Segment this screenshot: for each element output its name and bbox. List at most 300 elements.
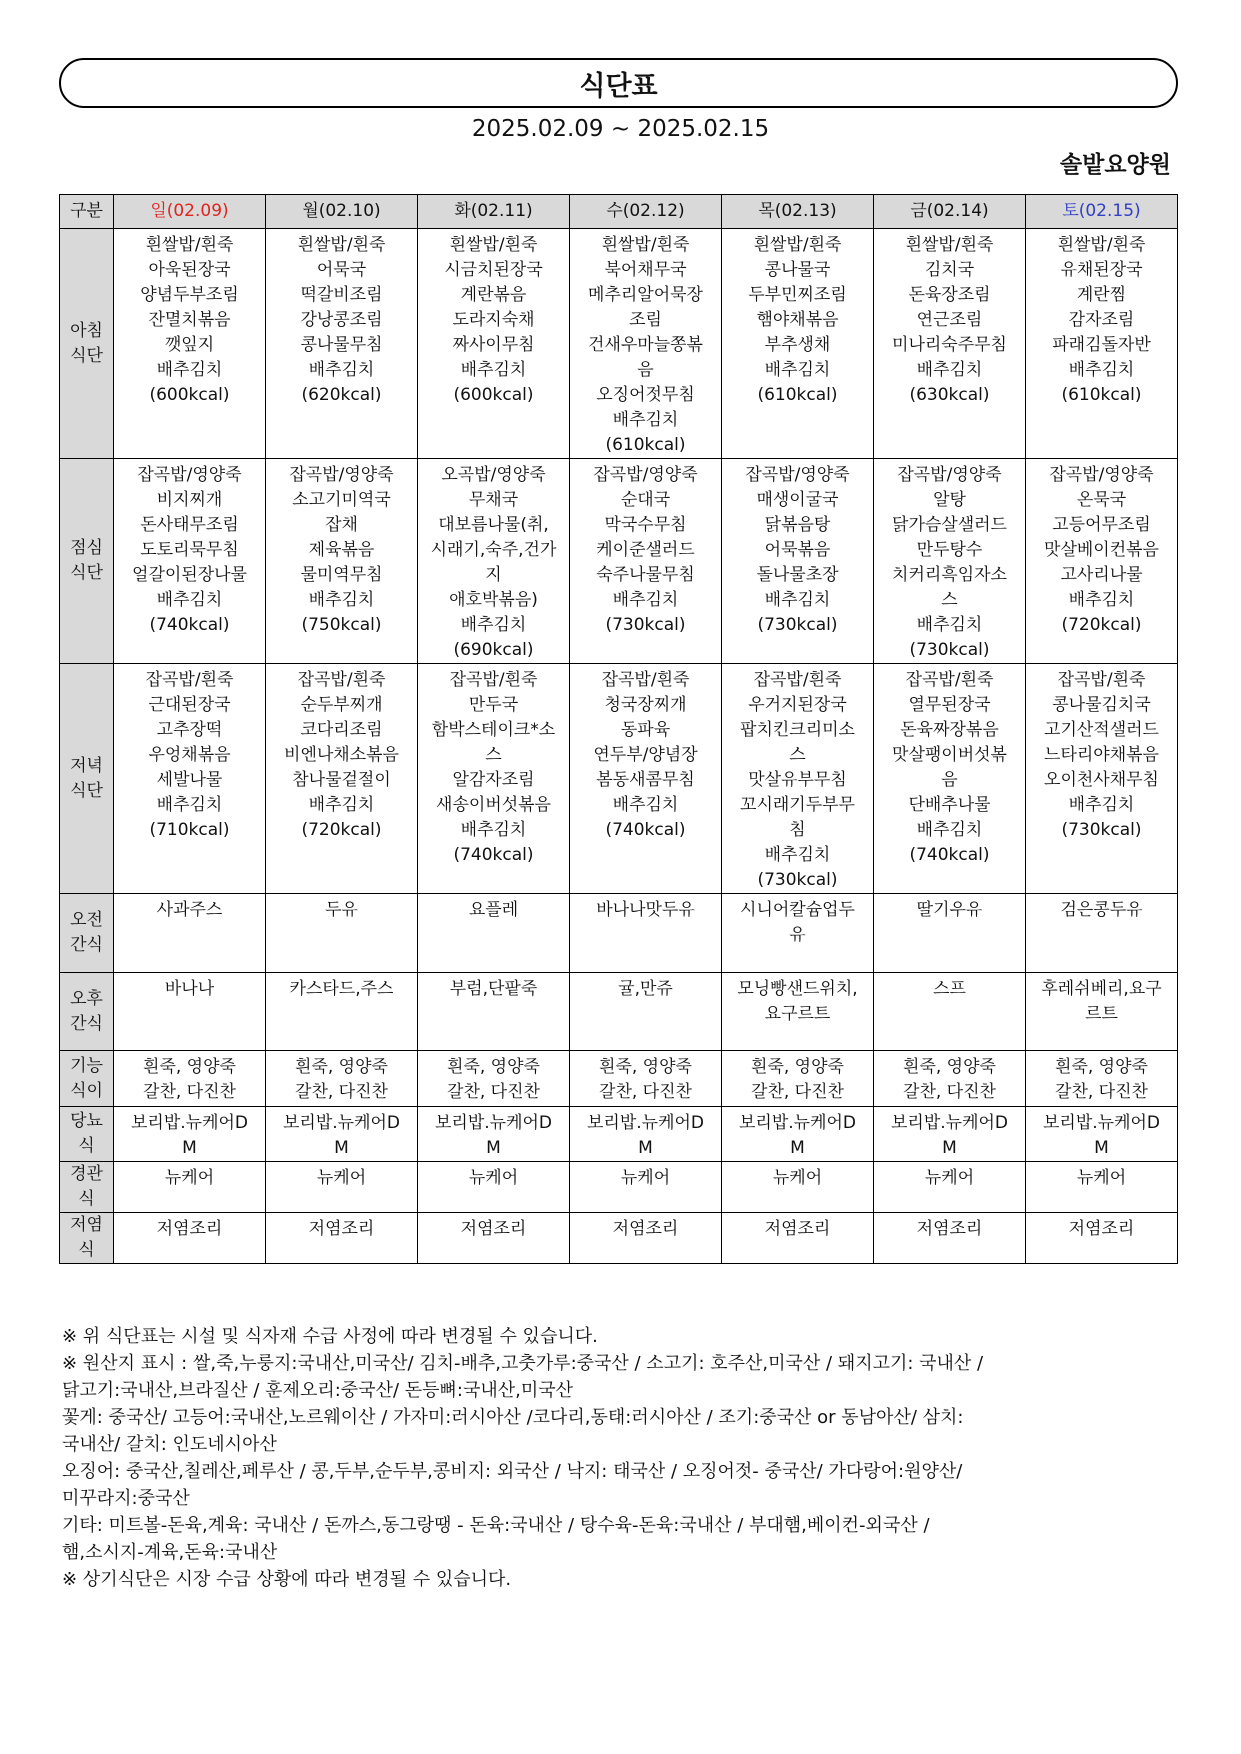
menu-item: 숙주나물무침 bbox=[596, 565, 695, 585]
menu-item: (730kcal) bbox=[605, 615, 686, 635]
day-header-fri: 금(02.14) bbox=[874, 195, 1026, 229]
menu-item: 딸기우유 bbox=[916, 900, 983, 920]
menu-cell bbox=[418, 1051, 570, 1107]
menu-item: 배추김치 bbox=[460, 360, 527, 380]
row-label bbox=[60, 894, 114, 973]
menu-item: 두부민찌조림 bbox=[748, 285, 847, 305]
menu-item: 갈찬, 다진찬 bbox=[143, 1082, 236, 1102]
menu-item: 얼갈이된장나물 bbox=[132, 565, 247, 585]
menu-item: (740kcal) bbox=[149, 615, 230, 635]
menu-item: 스 bbox=[789, 745, 806, 765]
menu-cell bbox=[874, 973, 1026, 1051]
menu-row-lunch bbox=[60, 459, 1178, 664]
menu-item: 보리밥.뉴케어D bbox=[282, 1113, 401, 1133]
menu-cell bbox=[874, 1162, 1026, 1213]
menu-item: 저염조리 bbox=[1068, 1219, 1135, 1239]
menu-item: 보리밥.뉴케어D bbox=[1042, 1113, 1161, 1133]
menu-cell bbox=[266, 894, 418, 973]
menu-item: 온묵국 bbox=[1076, 490, 1127, 510]
menu-item: 맛살팽이버섯볶 bbox=[892, 745, 1007, 765]
menu-item: M bbox=[182, 1138, 197, 1158]
menu-cell bbox=[266, 459, 418, 664]
menu-item: 흰쌀밥/흰죽 bbox=[905, 235, 994, 255]
menu-cell bbox=[874, 229, 1026, 459]
menu-cell bbox=[266, 973, 418, 1051]
menu-item: 어묵볶음 bbox=[764, 540, 831, 560]
menu-cell bbox=[570, 229, 722, 459]
menu-item: 떡갈비조림 bbox=[300, 285, 383, 305]
menu-item: 갈찬, 다진찬 bbox=[903, 1082, 996, 1102]
menu-cell bbox=[722, 1162, 874, 1213]
page-title: 식단표 bbox=[59, 58, 1178, 108]
menu-item: 연근조림 bbox=[916, 310, 983, 330]
menu-item: (610kcal) bbox=[605, 435, 686, 455]
menu-item: 잡곡밥/흰죽 bbox=[601, 670, 690, 690]
menu-item: 돈사태무조림 bbox=[140, 515, 239, 535]
menu-item: 케이준샐러드 bbox=[596, 540, 695, 560]
menu-item: 잡곡밥/흰죽 bbox=[297, 670, 386, 690]
day-header-sun: 일(02.09) bbox=[114, 195, 266, 229]
menu-cell bbox=[266, 1051, 418, 1107]
menu-cell bbox=[266, 1107, 418, 1162]
menu-item: 배추김치 bbox=[764, 590, 831, 610]
menu-cell bbox=[1026, 973, 1178, 1051]
menu-cell bbox=[114, 664, 266, 894]
row-label-line: 아침 bbox=[70, 320, 103, 341]
menu-item: 무채국 bbox=[468, 490, 519, 510]
menu-item: 도라지숙채 bbox=[452, 310, 535, 330]
menu-item: 김치국 bbox=[924, 260, 975, 280]
menu-cell bbox=[266, 1213, 418, 1264]
menu-item: 비엔나채소볶음 bbox=[284, 745, 399, 765]
menu-cell bbox=[570, 1213, 722, 1264]
menu-item: 연두부/양념장 bbox=[593, 745, 698, 765]
menu-item: 잡곡밥/흰죽 bbox=[449, 670, 538, 690]
menu-item: 감자조림 bbox=[1068, 310, 1135, 330]
note-line: ※ 원산지 표시 : 쌀,죽,누룽지:국내산,미국산/ 김치-배추,고춧가루:중국산 / 소고기: 호주산,미국산 / 돼지고기: 국내산 / bbox=[62, 1353, 984, 1374]
menu-item: 르트 bbox=[1085, 1004, 1118, 1024]
menu-item: 흰죽, 영양죽 bbox=[1055, 1057, 1148, 1077]
notes bbox=[62, 1323, 1187, 1593]
header-label: 구분 bbox=[60, 195, 114, 229]
menu-item: 갈찬, 다진찬 bbox=[599, 1082, 692, 1102]
menu-item: 부추생채 bbox=[764, 335, 831, 355]
menu-row-dinner bbox=[60, 664, 1178, 894]
menu-item: 배추김치 bbox=[612, 410, 679, 430]
day-header-mon: 월(02.10) bbox=[266, 195, 418, 229]
menu-cell bbox=[874, 1107, 1026, 1162]
menu-item: 만두탕수 bbox=[916, 540, 983, 560]
menu-item: 맛살베이컨볶음 bbox=[1044, 540, 1159, 560]
menu-item: 보리밥.뉴케어D bbox=[586, 1113, 705, 1133]
menu-cell bbox=[570, 459, 722, 664]
menu-item: 후레쉬베리,요구 bbox=[1041, 979, 1162, 999]
menu-cell bbox=[1026, 664, 1178, 894]
row-label-line: 당뇨 bbox=[70, 1111, 103, 1131]
menu-cell bbox=[1026, 459, 1178, 664]
menu-item: 배추김치 bbox=[612, 590, 679, 610]
menu-item: 단배추나물 bbox=[908, 795, 991, 815]
menu-item: 매생이굴국 bbox=[756, 490, 839, 510]
menu-item: 돈육장조림 bbox=[908, 285, 991, 305]
menu-cell bbox=[266, 229, 418, 459]
row-label-line: 식 bbox=[78, 1189, 95, 1209]
menu-item: 지 bbox=[485, 565, 502, 585]
menu-item: 동파육 bbox=[620, 720, 671, 740]
menu-item: 배추김치 bbox=[308, 590, 375, 610]
menu-item: (730kcal) bbox=[757, 615, 838, 635]
menu-item: 잡곡밥/영양죽 bbox=[137, 465, 242, 485]
note-line: 국내산/ 갈치: 인도네시아산 bbox=[62, 1434, 277, 1455]
menu-item: 배추김치 bbox=[460, 615, 527, 635]
menu-item: 스프 bbox=[933, 979, 966, 999]
menu-item: 잡곡밥/영양죽 bbox=[593, 465, 698, 485]
menu-item: 흰쌀밥/흰죽 bbox=[1057, 235, 1146, 255]
menu-item: 갈찬, 다진찬 bbox=[1055, 1082, 1148, 1102]
menu-item: 보리밥.뉴케어D bbox=[738, 1113, 857, 1133]
menu-cell bbox=[418, 229, 570, 459]
row-label-line: 점심 bbox=[70, 538, 103, 558]
menu-item: (730kcal) bbox=[757, 870, 838, 890]
menu-item: 꼬시래기두부무 bbox=[740, 795, 855, 815]
menu-item: 새송이버섯볶음 bbox=[436, 795, 551, 815]
row-label-line: 식단 bbox=[70, 345, 103, 366]
menu-item: 보리밥.뉴케어D bbox=[434, 1113, 553, 1133]
menu-item: 북어채무국 bbox=[604, 260, 687, 280]
menu-item: 대보름나물(취, bbox=[438, 515, 549, 535]
menu-item: 고등어무조림 bbox=[1052, 515, 1151, 535]
menu-item: (600kcal) bbox=[453, 385, 534, 405]
menu-item: 물미역무침 bbox=[300, 565, 383, 585]
menu-item: 제육볶음 bbox=[308, 540, 375, 560]
menu-cell bbox=[418, 664, 570, 894]
menu-item: 순두부찌개 bbox=[300, 695, 383, 715]
row-label bbox=[60, 664, 114, 894]
menu-item: 부럼,단팥죽 bbox=[449, 979, 538, 999]
menu-item: 보리밥.뉴케어D bbox=[130, 1113, 249, 1133]
menu-row-low-salt-diet bbox=[60, 1213, 1178, 1264]
menu-item: 코다리조림 bbox=[300, 720, 383, 740]
menu-item: 저염조리 bbox=[308, 1219, 375, 1239]
menu-item: 뉴케어 bbox=[468, 1168, 519, 1188]
menu-cell bbox=[874, 459, 1026, 664]
menu-cell bbox=[722, 229, 874, 459]
menu-cell bbox=[874, 664, 1026, 894]
menu-item: 도토리묵무침 bbox=[140, 540, 239, 560]
menu-item: 흰죽, 영양죽 bbox=[599, 1057, 692, 1077]
menu-item: 콩나물무침 bbox=[300, 335, 383, 355]
menu-item: 순대국 bbox=[620, 490, 671, 510]
menu-cell bbox=[114, 1107, 266, 1162]
menu-item: M bbox=[942, 1138, 957, 1158]
menu-item: 뉴케어 bbox=[924, 1168, 975, 1188]
menu-item: (630kcal) bbox=[909, 385, 990, 405]
menu-cell bbox=[722, 664, 874, 894]
menu-item: 사과주스 bbox=[156, 900, 223, 920]
menu-cell bbox=[1026, 1051, 1178, 1107]
menu-item: 고기산적샐러드 bbox=[1044, 720, 1159, 740]
menu-item: 봄동새콤무침 bbox=[596, 770, 695, 790]
menu-item: 바나나 bbox=[164, 979, 215, 999]
menu-item: 갈찬, 다진찬 bbox=[447, 1082, 540, 1102]
row-label bbox=[60, 1107, 114, 1162]
menu-item: (740kcal) bbox=[605, 820, 686, 840]
menu-item: 요구르트 bbox=[764, 1004, 831, 1024]
menu-item: 뉴케어 bbox=[772, 1168, 823, 1188]
menu-cell bbox=[114, 1051, 266, 1107]
row-label-line: 오전 bbox=[70, 910, 103, 930]
menu-item: 흰죽, 영양죽 bbox=[903, 1057, 996, 1077]
menu-item: 열무된장국 bbox=[908, 695, 991, 715]
note-line: 햄,소시지-계육,돈육:국내산 bbox=[62, 1542, 278, 1563]
menu-item: 귤,만쥬 bbox=[618, 979, 673, 999]
row-label bbox=[60, 229, 114, 459]
menu-item: 잡곡밥/흰죽 bbox=[145, 670, 234, 690]
menu-item: 오징어젓무침 bbox=[596, 385, 695, 405]
row-label-line: 기능 bbox=[70, 1055, 103, 1076]
menu-item: (730kcal) bbox=[1061, 820, 1142, 840]
menu-item: (720kcal) bbox=[1061, 615, 1142, 635]
menu-item: 소고기미역국 bbox=[292, 490, 391, 510]
menu-item: 저염조리 bbox=[916, 1219, 983, 1239]
menu-row-breakfast bbox=[60, 229, 1178, 459]
menu-item: 스 bbox=[485, 745, 502, 765]
menu-cell bbox=[114, 1213, 266, 1264]
menu-item: (600kcal) bbox=[149, 385, 230, 405]
menu-cell bbox=[722, 1107, 874, 1162]
row-label-line: 오후 bbox=[70, 988, 103, 1009]
menu-item: 막국수무침 bbox=[604, 515, 687, 535]
menu-item: 모닝빵샌드위치, bbox=[737, 979, 858, 999]
menu-item: 잔멸치볶음 bbox=[148, 310, 231, 330]
row-label bbox=[60, 973, 114, 1051]
menu-item: 뉴케어 bbox=[164, 1168, 215, 1188]
menu-item: 배추김치 bbox=[1068, 590, 1135, 610]
menu-cell bbox=[114, 1162, 266, 1213]
row-label-line: 식이 bbox=[70, 1080, 103, 1101]
menu-item: 고사리나물 bbox=[1060, 565, 1143, 585]
menu-item: 배추김치 bbox=[156, 360, 223, 380]
menu-cell bbox=[722, 973, 874, 1051]
menu-item: 닭볶음탕 bbox=[764, 515, 831, 535]
menu-item: 흰쌀밥/흰죽 bbox=[145, 235, 234, 255]
menu-item: 배추김치 bbox=[916, 615, 983, 635]
menu-item: M bbox=[334, 1138, 349, 1158]
menu-item: 배추김치 bbox=[460, 820, 527, 840]
menu-item: 유채된장국 bbox=[1060, 260, 1143, 280]
menu-item: 팝치킨크리미소 bbox=[740, 720, 855, 740]
menu-item: 잡곡밥/영양죽 bbox=[1049, 465, 1154, 485]
menu-row-pm-snack bbox=[60, 973, 1178, 1051]
menu-cell bbox=[1026, 1107, 1178, 1162]
note-line: 기타: 미트볼-돈육,계육: 국내산 / 돈까스,동그랑땡 - 돈육:국내산 / 탕수육-돈육:국내산 / 부대햄,베이컨-외국산 / bbox=[62, 1515, 930, 1536]
menu-item: M bbox=[486, 1138, 501, 1158]
menu-item: 흰죽, 영양죽 bbox=[751, 1057, 844, 1077]
menu-item: 저염조리 bbox=[612, 1219, 679, 1239]
row-label bbox=[60, 1213, 114, 1264]
menu-item: 배추김치 bbox=[1068, 795, 1135, 815]
menu-item: 배추김치 bbox=[916, 820, 983, 840]
menu-item: 시니어칼슘업두 bbox=[740, 900, 855, 920]
menu-item: 함박스테이크*소 bbox=[431, 720, 556, 740]
row-label-line: 저녁 bbox=[70, 755, 103, 776]
menu-cell bbox=[722, 459, 874, 664]
menu-cell bbox=[722, 1051, 874, 1107]
menu-row-diabetic-diet bbox=[60, 1107, 1178, 1162]
menu-cell bbox=[114, 229, 266, 459]
menu-item: 흰쌀밥/흰죽 bbox=[449, 235, 538, 255]
menu-item: 잡채 bbox=[325, 515, 358, 535]
row-label-line: 식단 bbox=[70, 563, 103, 583]
menu-item: 뉴케어 bbox=[620, 1168, 671, 1188]
menu-item: 배추김치 bbox=[916, 360, 983, 380]
menu-cell bbox=[874, 1051, 1026, 1107]
menu-item: 카스타드,주스 bbox=[289, 979, 394, 999]
menu-item: 양념두부조림 bbox=[140, 285, 239, 305]
menu-item: 흰죽, 영양죽 bbox=[143, 1057, 236, 1077]
menu-row-am-snack bbox=[60, 894, 1178, 973]
menu-row-tube-feeding bbox=[60, 1162, 1178, 1213]
menu-item: 알탕 bbox=[933, 490, 966, 510]
menu-table bbox=[59, 194, 1178, 1264]
menu-item: 건새우마늘쫑볶 bbox=[588, 335, 703, 355]
row-label-line: 식단 bbox=[70, 780, 103, 801]
menu-item: 참나물겉절이 bbox=[292, 770, 391, 790]
day-header-sat: 토(02.15) bbox=[1026, 195, 1178, 229]
note-line: ※ 위 식단표는 시설 및 식자재 수급 사정에 따라 변경될 수 있습니다. bbox=[62, 1326, 598, 1347]
menu-item: 근대된장국 bbox=[148, 695, 231, 715]
menu-item: M bbox=[1094, 1138, 1109, 1158]
menu-item: 잡곡밥/흰죽 bbox=[753, 670, 842, 690]
row-label-line: 식 bbox=[78, 1240, 95, 1260]
menu-item: 배추김치 bbox=[308, 795, 375, 815]
facility-name: 솔밭요양원 bbox=[1059, 152, 1171, 178]
menu-cell bbox=[570, 1051, 722, 1107]
menu-item: (610kcal) bbox=[757, 385, 838, 405]
menu-cell bbox=[722, 1213, 874, 1264]
day-header-tue: 화(02.11) bbox=[418, 195, 570, 229]
row-label-line: 경관 bbox=[70, 1164, 103, 1184]
menu-item: 비지찌개 bbox=[156, 490, 223, 510]
row-label-line: 식 bbox=[78, 1136, 95, 1156]
menu-item: 돈육짜장볶음 bbox=[900, 720, 999, 740]
menu-body bbox=[60, 229, 1178, 1264]
note-line: ※ 상기식단은 시장 수급 상황에 따라 변경될 수 있습니다. bbox=[62, 1569, 512, 1590]
menu-cell bbox=[1026, 1162, 1178, 1213]
menu-item: 어묵국 bbox=[316, 260, 367, 280]
menu-cell bbox=[570, 973, 722, 1051]
menu-item: 잡곡밥/흰죽 bbox=[905, 670, 994, 690]
menu-item: 잡곡밥/흰죽 bbox=[1057, 670, 1146, 690]
menu-cell bbox=[570, 1162, 722, 1213]
menu-cell bbox=[1026, 1213, 1178, 1264]
menu-item: 요플레 bbox=[468, 900, 519, 920]
menu-cell bbox=[266, 664, 418, 894]
menu-item: (740kcal) bbox=[453, 845, 534, 865]
note-line: 꽃게: 중국산/ 고등어:국내산,노르웨이산 / 가자미:러시아산 /코다리,동태:러시아산 / 조기:중국산 or 동남아산/ 삼치: bbox=[62, 1407, 964, 1428]
menu-item: 뉴케어 bbox=[316, 1168, 367, 1188]
menu-item: 강낭콩조림 bbox=[300, 310, 383, 330]
menu-item: 세발나물 bbox=[156, 770, 223, 790]
menu-cell bbox=[722, 894, 874, 973]
menu-item: (710kcal) bbox=[149, 820, 230, 840]
menu-cell bbox=[114, 459, 266, 664]
menu-item: (620kcal) bbox=[301, 385, 382, 405]
row-label bbox=[60, 1162, 114, 1213]
menu-cell bbox=[418, 1107, 570, 1162]
menu-item: 배추김치 bbox=[612, 795, 679, 815]
menu-item: (750kcal) bbox=[301, 615, 382, 635]
menu-cell bbox=[1026, 229, 1178, 459]
menu-item: 오곡밥/영양죽 bbox=[441, 465, 546, 485]
menu-item: 고추장떡 bbox=[156, 720, 223, 740]
date-range: 2025.02.09 ~ 2025.02.15 bbox=[471, 116, 770, 142]
menu-item: 스 bbox=[941, 590, 958, 610]
menu-item: 계란볶음 bbox=[460, 285, 527, 305]
menu-item: 맛살유부무침 bbox=[748, 770, 847, 790]
day-header-thu: 목(02.13) bbox=[722, 195, 874, 229]
menu-item: 저염조리 bbox=[764, 1219, 831, 1239]
menu-cell bbox=[266, 1162, 418, 1213]
menu-item: 햄야채볶음 bbox=[756, 310, 839, 330]
menu-item: 우엉채볶음 bbox=[148, 745, 231, 765]
note-line: 오징어: 중국산,칠레산,페루산 / 콩,두부,순두부,콩비지: 외국산 / 낙지: 태국산 / 오징어젓- 중국산/ 가다랑어:원양산/ bbox=[62, 1461, 963, 1482]
menu-item: 저염조리 bbox=[156, 1219, 223, 1239]
menu-item: (610kcal) bbox=[1061, 385, 1142, 405]
menu-item: 음 bbox=[637, 360, 654, 380]
menu-item: 만두국 bbox=[468, 695, 519, 715]
menu-item: 시래기,숙주,건가 bbox=[430, 540, 557, 560]
menu-cell bbox=[114, 894, 266, 973]
menu-row-functional-diet bbox=[60, 1051, 1178, 1107]
menu-item: (740kcal) bbox=[909, 845, 990, 865]
menu-item: 배추김치 bbox=[1068, 360, 1135, 380]
menu-item: 느타리야채볶음 bbox=[1044, 745, 1159, 765]
row-label-line: 간식 bbox=[70, 935, 103, 955]
menu-item: 배추김치 bbox=[156, 795, 223, 815]
menu-item: (720kcal) bbox=[301, 820, 382, 840]
menu-cell bbox=[418, 1162, 570, 1213]
note-line: 닭고기:국내산,브라질산 / 훈제오리:중국산/ 돈등뼈:국내산,미국산 bbox=[62, 1380, 574, 1401]
menu-item: 침 bbox=[789, 820, 806, 840]
menu-item: 미나리숙주무침 bbox=[892, 335, 1007, 355]
menu-item: 파래김돌자반 bbox=[1052, 335, 1151, 355]
menu-item: 흰죽, 영양죽 bbox=[295, 1057, 388, 1077]
menu-cell bbox=[874, 1213, 1026, 1264]
menu-item: 조림 bbox=[629, 310, 662, 330]
row-label-line: 간식 bbox=[70, 1013, 103, 1034]
menu-cell bbox=[418, 894, 570, 973]
menu-item: 알감자조림 bbox=[452, 770, 535, 790]
menu-item: 흰죽, 영양죽 bbox=[447, 1057, 540, 1077]
menu-item: 갈찬, 다진찬 bbox=[751, 1082, 844, 1102]
menu-item: 잡곡밥/영양죽 bbox=[745, 465, 850, 485]
menu-item: 우거지된장국 bbox=[748, 695, 847, 715]
row-label bbox=[60, 459, 114, 664]
menu-item: 배추김치 bbox=[308, 360, 375, 380]
menu-item: 배추김치 bbox=[764, 845, 831, 865]
menu-item: 뉴케어 bbox=[1076, 1168, 1127, 1188]
menu-item: 청국장찌개 bbox=[604, 695, 687, 715]
menu-item: 바나나맛두유 bbox=[596, 900, 695, 920]
header-row bbox=[60, 195, 1178, 229]
menu-item: 콩나물김치국 bbox=[1052, 695, 1151, 715]
menu-item: 메추리알어묵장 bbox=[588, 285, 703, 305]
menu-item: 음 bbox=[941, 770, 958, 790]
note-line: 미꾸라지:중국산 bbox=[62, 1488, 190, 1509]
menu-item: 배추김치 bbox=[764, 360, 831, 380]
menu-item: 돌나물초장 bbox=[756, 565, 839, 585]
